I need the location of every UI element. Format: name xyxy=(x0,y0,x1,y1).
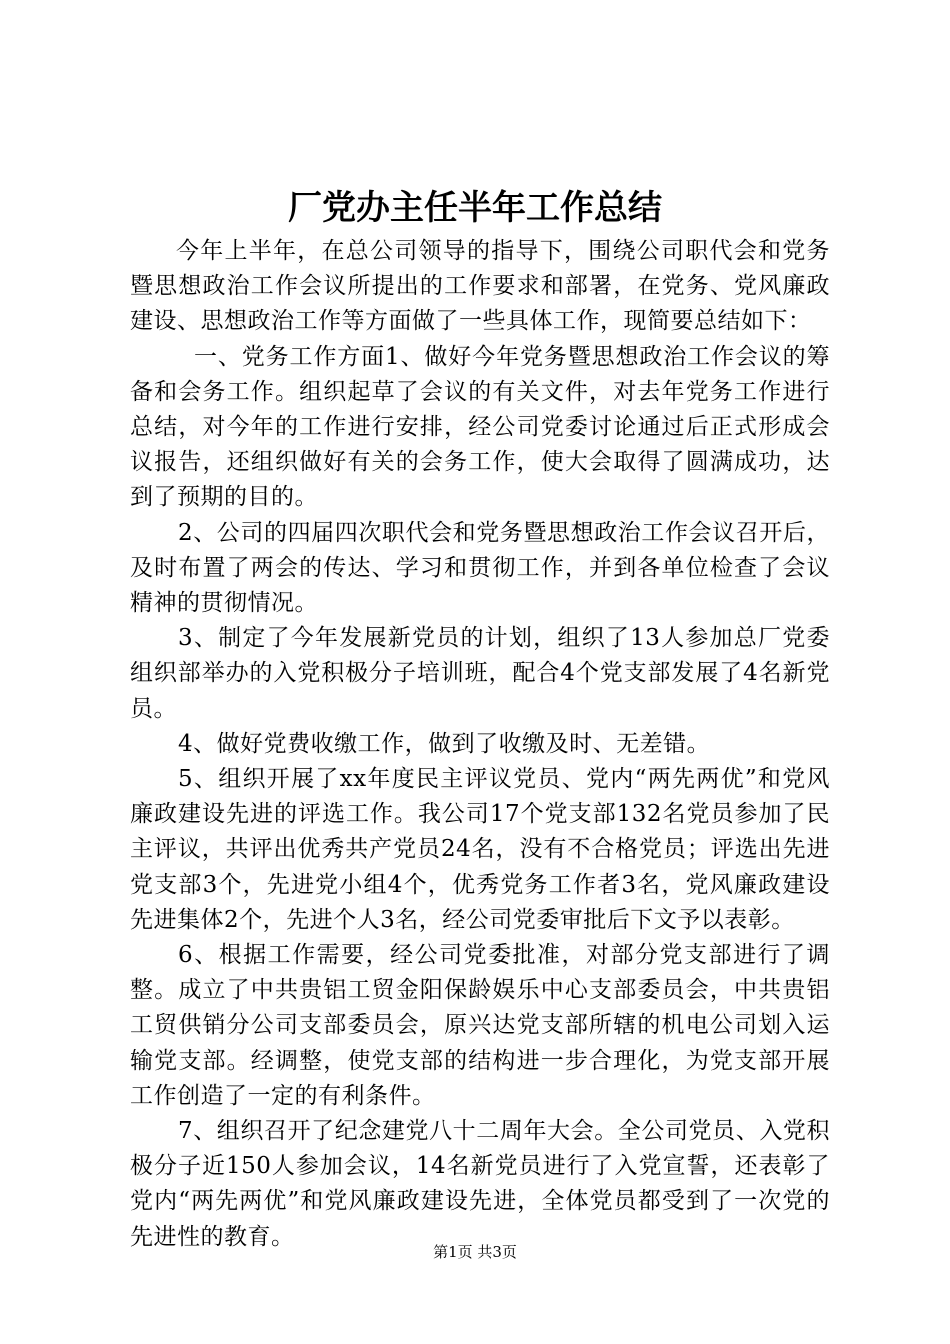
document-title: 厂党办主任半年工作总结 xyxy=(288,188,662,228)
paragraph-intro: 今年上半年，在总公司领导的指导下，围绕公司职代会和党务暨思想政治工作会议所提出的工作要求和部署，在党务、党风廉政建设、思想政治工作等方面做了一些具体工作，现简要总结如下： xyxy=(130,238,830,335)
paragraph-item-6: 6、根据工作需要，经公司党委批准，对部分党支部进行了调整。成立了中共贵铝工贸金阳保龄娱乐中心支部委员会，中共贵铝工贸供销分公司支部委员会，原兴达党支部所辖的机电公司划入运输党支部。经调整，使党支部的结构进一步合理化，为党支部开展工作创造了一定的有利条件。 xyxy=(130,942,830,1109)
paragraph-item-5: 5、组织开展了xx年度民主评议党员、党内“两先两优”和党风廉政建设先进的评选工作。我公司17个党支部132名党员参加了民主评议，共评出优秀共产党员24名，没有不合格党员；评选出先进党支部3个，先进党小组4个，优秀党务工作者3名，党风廉政建设先进集体2个，先进个人3名，经公司党委审批后下文予以表彰。 xyxy=(130,766,830,933)
paragraph-item-7: 7、组织召开了纪念建党八十二周年大会。全公司党员、入党积极分子近150人参加会议，14名新党员进行了入党宣誓，还表彰了党内“两先两优”和党风廉政建设先进，全体党员都受到了一次党的先进性的教育。 xyxy=(130,1118,830,1250)
page-number-footer: 第1页 共3页 xyxy=(433,1243,517,1261)
paragraph-item-2: 2、公司的四届四次职代会和党务暨思想政治工作会议召开后，及时布置了两会的传达、学习和贯彻工作，并到各单位检查了会议精神的贯彻情况。 xyxy=(130,519,830,617)
paragraph-item-3: 3、制定了今年发展新党员的计划，组织了13人参加总厂党委组织部举办的入党积极分子培训班，配合4个党支部发展了4名新党员。 xyxy=(130,625,830,722)
document-body xyxy=(130,234,830,1255)
paragraph-item-4: 4、做好党费收缴工作，做到了收缴及时、无差错。 xyxy=(178,730,711,757)
paragraph-item-1: 一、党务工作方面1、做好今年党务暨思想政治工作会议的筹备和会务工作。组织起草了会议的有关文件，对去年党务工作进行总结，对今年的工作进行安排，经公司党委讨论通过后正式形成会议报告，还组织做好有关的会务工作，使大会取得了圆满成功，达到了预期的目的。 xyxy=(130,343,830,511)
